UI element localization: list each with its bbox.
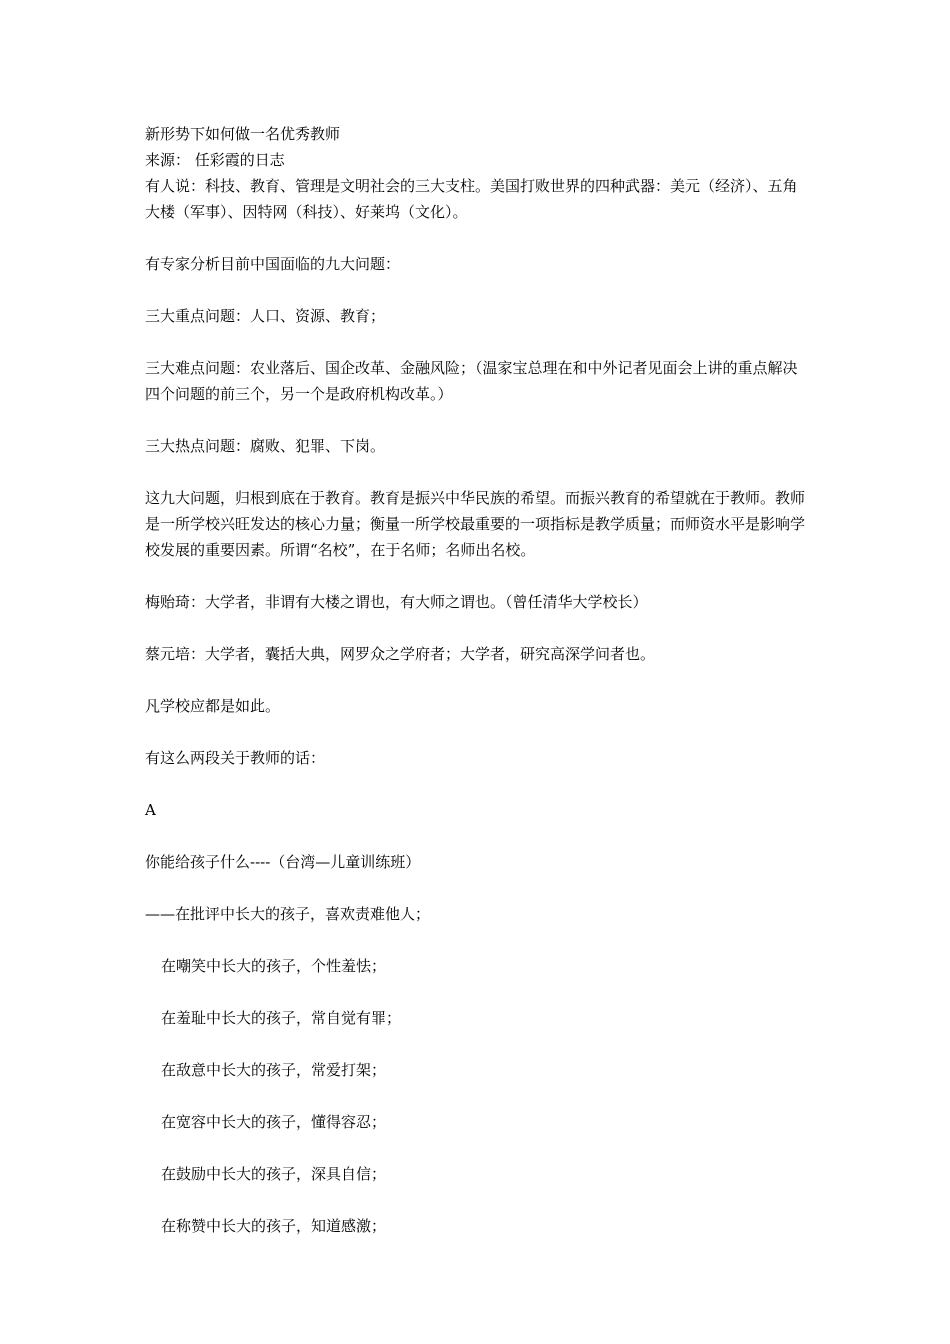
paragraph: 有人说：科技、教育、管理是文明社会的三大支柱。美国打败世界的四种武器：美元（经济）、五角大楼（军事）、因特网（科技）、好莱坞（文化）。 [145,177,798,221]
paragraph: 有专家分析目前中国面临的九大问题： [145,255,401,273]
document-body [145,121,810,1239]
paragraph: ——在批评中长大的孩子，喜欢责难他人； [145,905,431,923]
section-marker: A [145,801,156,819]
paragraph: 三大难点问题：农业落后、国企改革、金融风险；（温家宝总理在和中外记者见面会上讲的重点解决四个问题的前三个，另一个是政府机构改革。） [145,359,798,403]
indented-line: 在敌意中长大的孩子，常爱打架； [161,1061,387,1079]
indented-line: 在嘲笑中长大的孩子，个性羞怯； [161,957,387,975]
paragraph: 蔡元培：大学者，囊括大典，网罗众之学府者；大学者，研究高深学问者也。 [145,645,656,663]
indented-line: 在鼓励中长大的孩子，深具自信； [161,1165,387,1183]
indented-line: 在宽容中长大的孩子，懂得容忍； [161,1113,387,1131]
document-source: 来源： 任彩霞的日志 [145,151,285,169]
document-title: 新形势下如何做一名优秀教师 [145,125,341,143]
indented-line: 在羞耻中长大的孩子，常自觉有罪； [161,1009,402,1027]
paragraph: 梅贻琦：大学者，非谓有大楼之谓也，有大师之谓也。（曾任清华大学校长） [145,593,648,611]
paragraph: 三大重点问题：人口、资源、教育； [145,307,386,325]
paragraph: 这九大问题，归根到底在于教育。教育是振兴中华民族的希望。而振兴教育的希望就在于教师。教师是一所学校兴旺发达的核心力量；衡量一所学校最重要的一项指标是教学质量；而师资水平是影响学校发展的重要因素。所谓“名校”，在于名师；名师出名校。 [145,489,806,559]
paragraph: 三大热点问题：腐败、犯罪、下岗。 [145,437,386,455]
paragraph: 凡学校应都是如此。 [145,697,281,715]
paragraph: 有这么两段关于教师的话： [145,749,326,767]
paragraph: 你能给孩子什么----（台湾—儿童训练班） [145,853,421,871]
indented-line: 在称赞中长大的孩子，知道感激； [161,1217,387,1235]
